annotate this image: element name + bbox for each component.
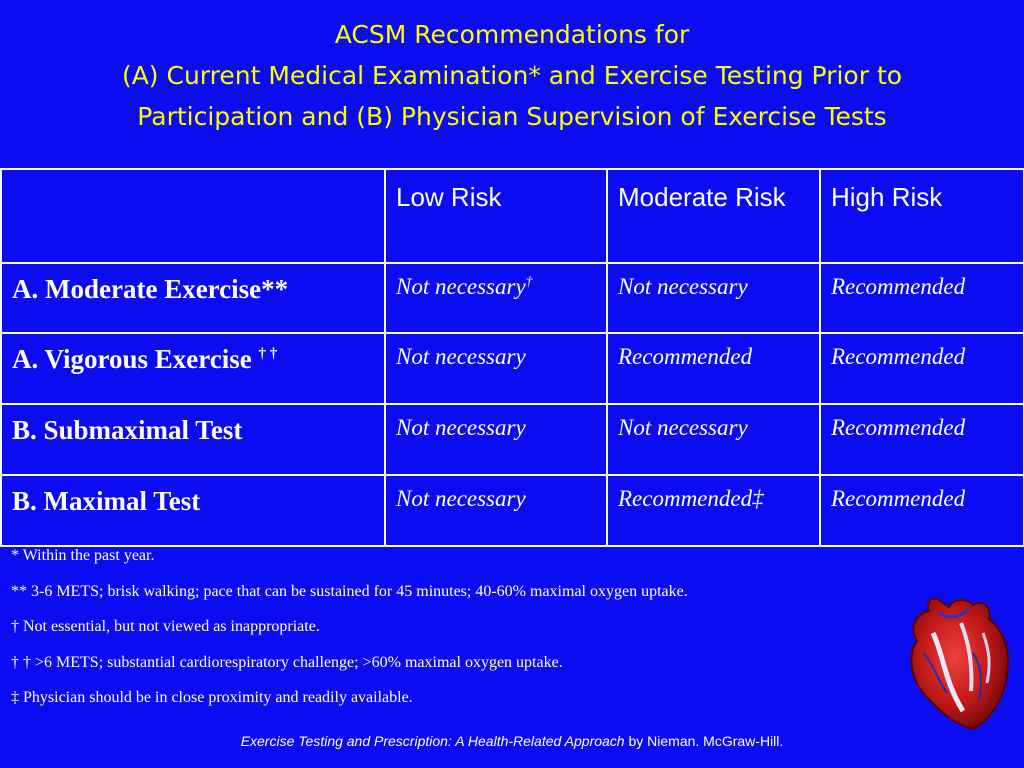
table-row xyxy=(1,263,1024,333)
cell-text: Recommended xyxy=(618,344,753,369)
table-row xyxy=(1,475,1024,546)
footnote: † † >6 METS; substantial cardiorespiratory challenge; >60% maximal oxygen uptake. xyxy=(11,653,563,671)
footnote: ‡ Physician should be in close proximity and readily available. xyxy=(11,689,413,706)
cell-text: Not necessary xyxy=(396,415,526,440)
citation-rest: by Nieman. McGraw-Hill. xyxy=(624,733,784,749)
header-high-risk: High Risk xyxy=(820,169,1024,263)
cell-text: Not necessary xyxy=(396,486,526,511)
row-label xyxy=(1,333,385,404)
table-row xyxy=(1,404,1024,475)
row-label-text: B. Submaximal Test xyxy=(12,415,243,445)
table-cell xyxy=(820,475,1024,546)
cell-text: Recommended xyxy=(831,274,966,299)
row-label-text: B. Maximal Test xyxy=(12,486,201,516)
heart-icon xyxy=(903,593,1013,733)
row-label xyxy=(1,263,385,333)
table-row xyxy=(1,333,1024,404)
cell-text: Not necessary xyxy=(396,274,526,299)
title-line-3: Participation and (B) Physician Supervision of Exercise Tests xyxy=(137,102,887,131)
cell-text: Recommended‡ xyxy=(618,486,764,511)
table-cell xyxy=(820,404,1024,475)
table-cell xyxy=(385,263,607,333)
cell-text: Not necessary xyxy=(618,274,748,299)
footnote: † Not essential, but not viewed as inappropriate. xyxy=(11,618,320,635)
header-low-risk: Low Risk xyxy=(385,169,607,263)
footnote: ** 3-6 METS; brisk walking; pace that can be sustained for 45 minutes; 40-60% maximal oxygen uptake. xyxy=(11,582,688,600)
footnote: * Within the past year. xyxy=(11,547,155,564)
table-cell xyxy=(607,404,820,475)
row-label-text: A. Vigorous Exercise xyxy=(12,344,259,374)
title-line-2: (A) Current Medical Examination* and Exercise Testing Prior to xyxy=(121,61,903,90)
row-label xyxy=(1,404,385,475)
table-cell xyxy=(385,333,607,404)
table-cell xyxy=(820,263,1024,333)
citation-book: Exercise Testing and Prescription: A Health-Related Approach xyxy=(240,733,625,749)
cell-text: Recommended xyxy=(831,415,966,440)
slide-title xyxy=(0,14,1024,137)
citation xyxy=(0,733,1024,749)
table-cell xyxy=(385,475,607,546)
cell-text: Not necessary xyxy=(396,344,526,369)
header-moderate-risk: Moderate Risk xyxy=(607,169,820,263)
table-cell xyxy=(607,475,820,546)
header-empty xyxy=(1,169,385,263)
cell-text: Recommended xyxy=(831,344,966,369)
table-cell xyxy=(820,333,1024,404)
row-label xyxy=(1,475,385,546)
table-cell xyxy=(385,404,607,475)
table-header-row xyxy=(1,169,1024,263)
cell-text: Not necessary xyxy=(618,415,748,440)
title-line-1: ACSM Recommendations for xyxy=(334,20,690,49)
row-label-sup: † † xyxy=(258,346,278,362)
row-label-text: A. Moderate Exercise** xyxy=(12,274,289,304)
footnotes xyxy=(11,546,891,724)
table-cell xyxy=(607,333,820,404)
cell-sup: † xyxy=(525,274,533,290)
recommendations-table xyxy=(0,168,1024,547)
cell-text: Recommended xyxy=(831,486,966,511)
table-cell xyxy=(607,263,820,333)
